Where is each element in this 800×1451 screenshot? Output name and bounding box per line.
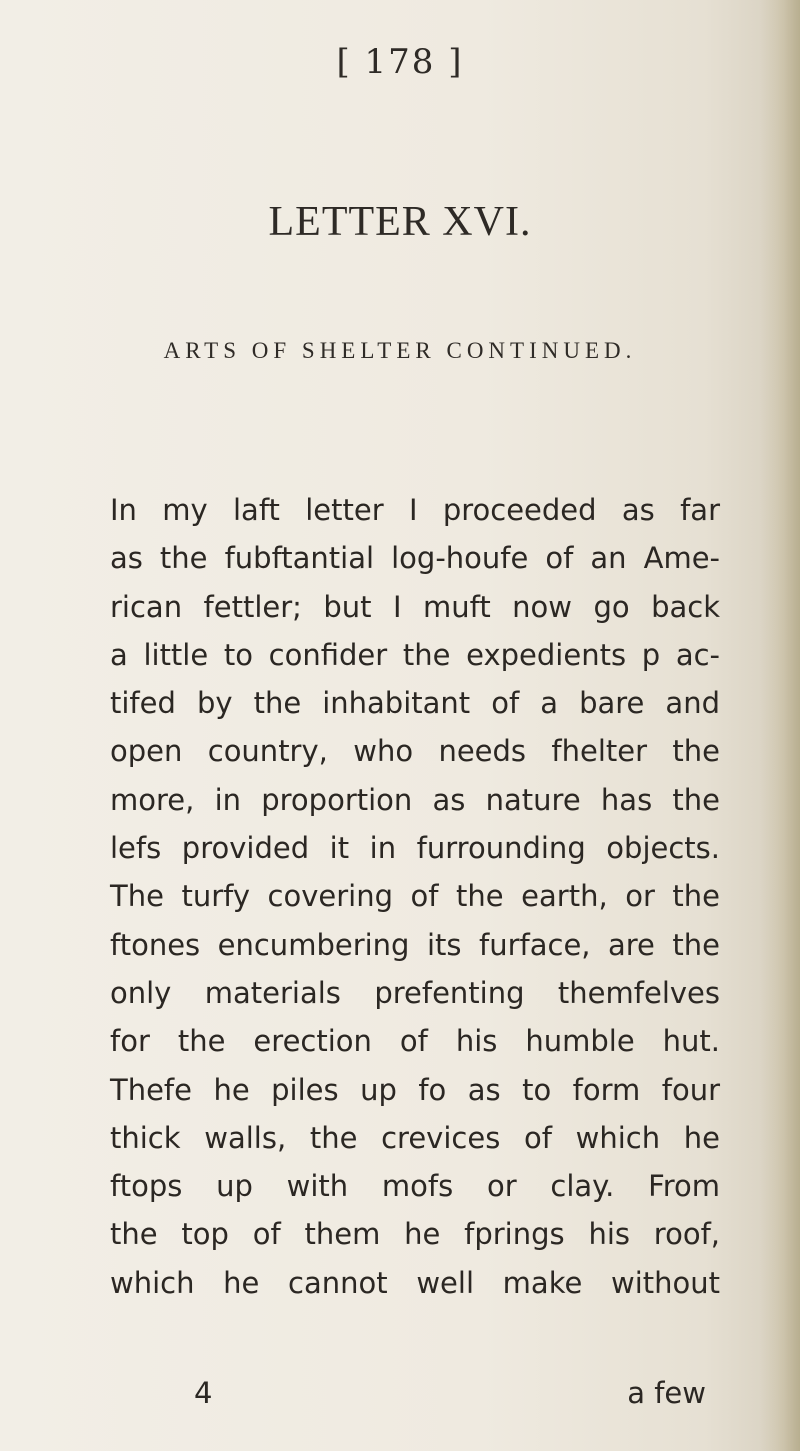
text-line: ftops up with mofs or clay. From [110, 1169, 720, 1204]
text-line: as the fubftantial log-houfe of an Ame- [110, 541, 720, 576]
text-line: Thefe he piles up fo as to form four [110, 1072, 720, 1107]
text-line: which he cannot well make without [110, 1265, 720, 1300]
chapter-subtitle: ARTS OF SHELTER CONTINUED. [163, 338, 637, 363]
body-text [110, 486, 720, 1307]
text-line: more, in proportion as nature has the [110, 782, 720, 817]
page-number: [ 178 ] [336, 42, 464, 82]
page-footer [110, 1376, 720, 1420]
text-line: for the erection of his humble hut. [110, 1024, 720, 1059]
text-line: In my laft letter I proceeded as far [110, 493, 720, 527]
text-line: tifed by the inhabitant of a bare and [110, 686, 720, 721]
catchword: a few [627, 1376, 706, 1410]
text-line: lefs provided it in furrounding objects. [110, 831, 720, 866]
text-line: open country, who needs fhelter the [110, 734, 720, 769]
text-line: only materials prefenting themfelves [110, 975, 720, 1010]
text-line: rican fettler; but I muft now go back [110, 589, 720, 624]
text-line: The turfy covering of the earth, or the [110, 879, 720, 914]
signature-mark: 4 [194, 1376, 213, 1410]
text-line: the top of them he fprings his roof, [110, 1217, 720, 1252]
text-line: a little to confider the expedients p ac- [110, 637, 720, 672]
text-line: thick walls, the crevices of which he [110, 1120, 720, 1155]
text-line: ftones encumbering its furface, are the [110, 927, 720, 962]
letter-title: LETTER XVI. [268, 199, 532, 245]
